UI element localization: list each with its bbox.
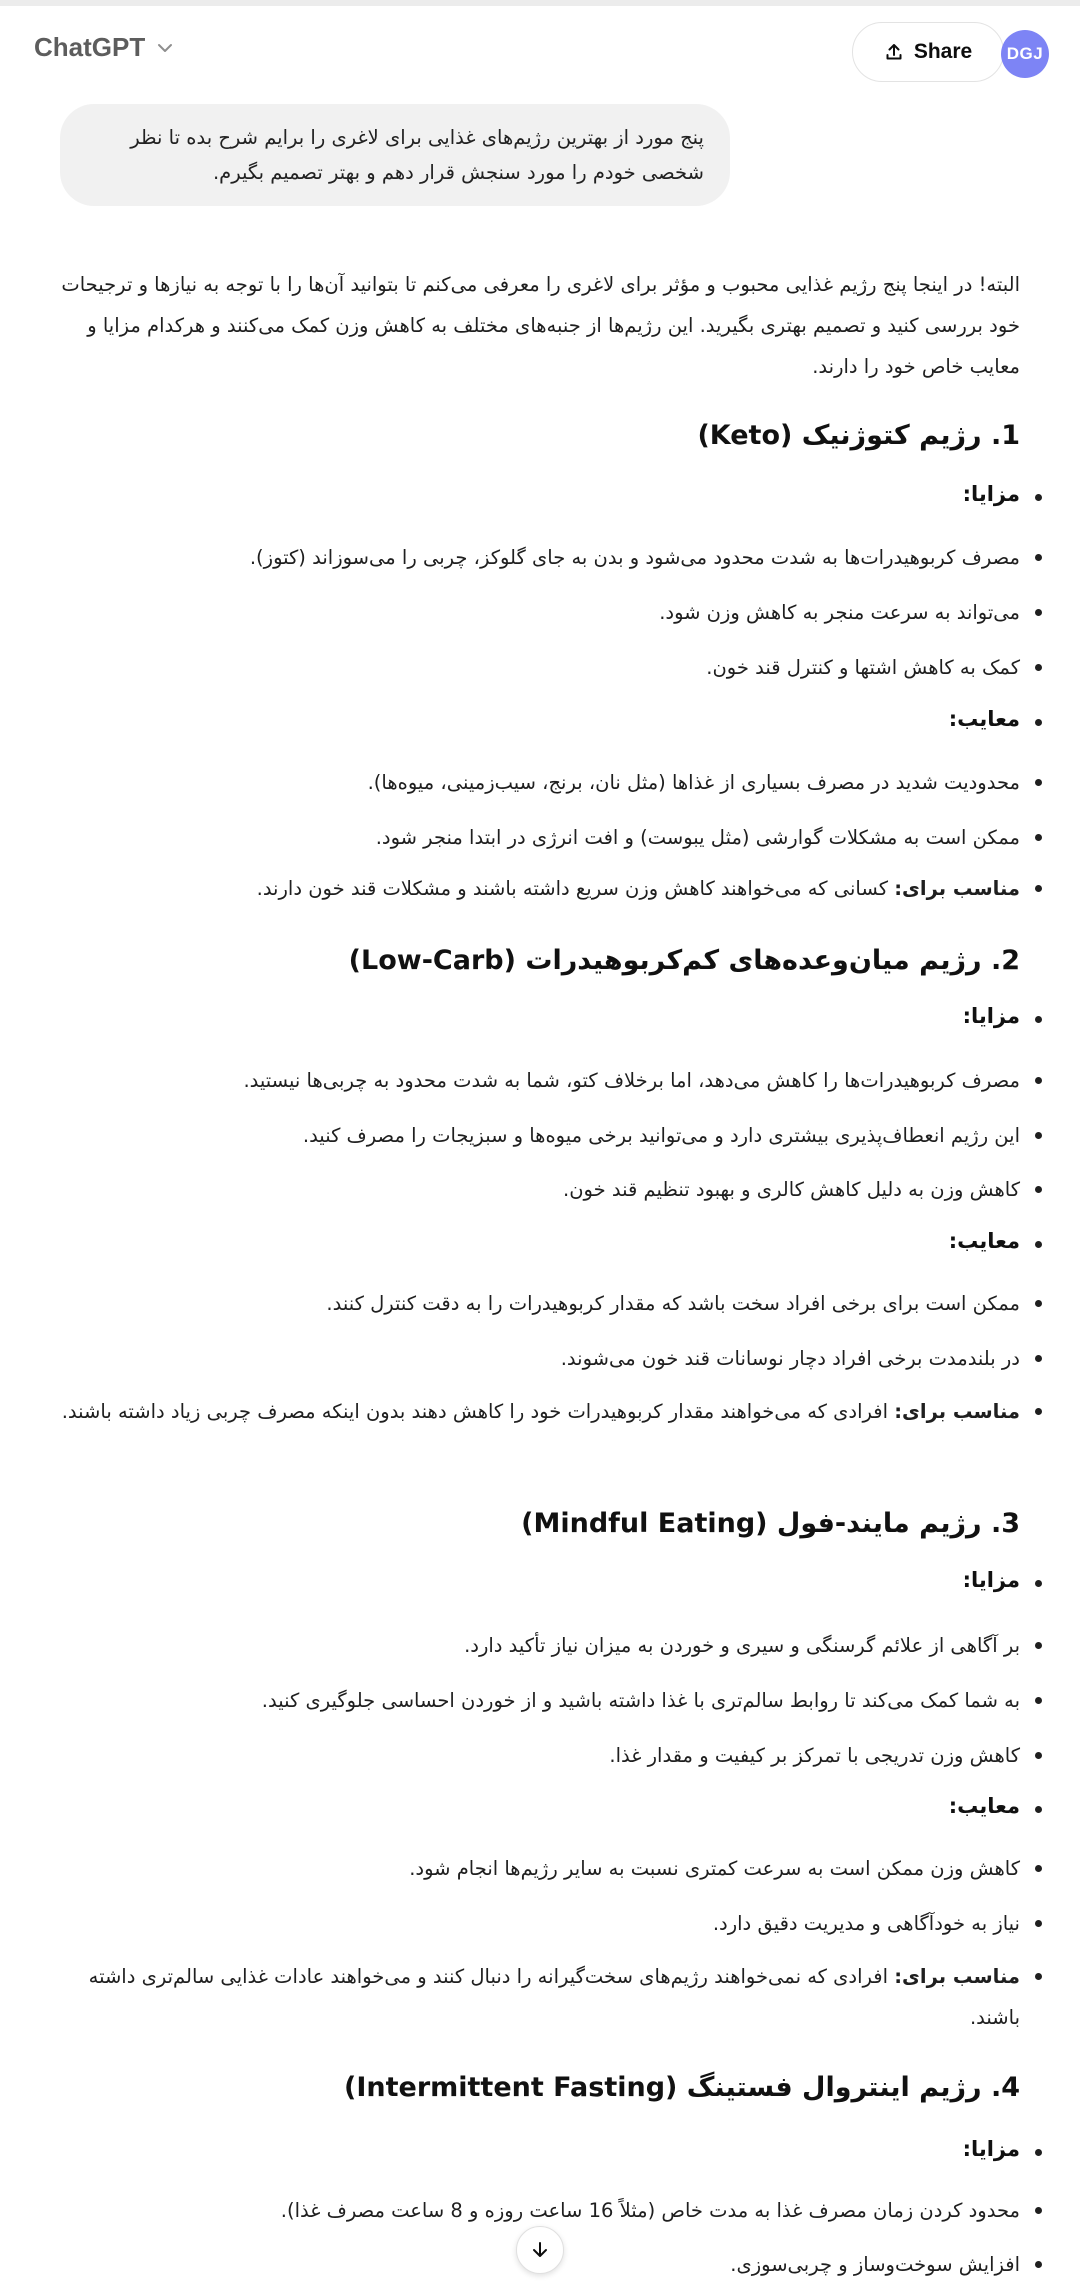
suitable-item <box>50 868 1020 909</box>
con-item: ممکن است به مشکلات گوارشی (مثل یبوست) و افت انرژی در ابتدا منجر شود. <box>50 817 1020 858</box>
cons-label: معایب: <box>948 1229 1020 1253</box>
avatar-initials: DGJ <box>1006 44 1044 63</box>
share-label: Share <box>913 40 973 63</box>
pro-item: مصرف کربوهیدرات‌ها را کاهش می‌دهد، اما برخلاف کتو، شما به شدت محدود به چربی‌ها نیستید. <box>50 1060 1020 1101</box>
section-heading: 4. رژیم اینتروال فستینگ (Intermittent Fasting) <box>343 2072 1020 2103</box>
suitable-label: مناسب برای: <box>894 877 1020 900</box>
suitable-item <box>50 1956 1020 2038</box>
pro-item: کمک به کاهش اشتها و کنترل قند خون. <box>50 647 1020 688</box>
user-message-line: شخصی خودم را مورد سنجش قرار دهم و بهتر تصمیم بگیرم. <box>212 161 704 184</box>
pro-item: می‌تواند به سرعت منجر به کاهش وزن شود. <box>50 592 1020 633</box>
app-header <box>0 6 1080 98</box>
suitable-text: کسانی که می‌خواهند کاهش وزن سریع داشته باشند و مشکلات قند خون دارند. <box>256 877 889 900</box>
pro-item: مصرف کربوهیدرات‌ها به شدت محدود می‌شود و بدن به جای گلوکز، چربی را می‌سوزاند (کتوز). <box>50 537 1020 578</box>
chevron-down-icon <box>155 38 175 58</box>
suitable-item <box>50 1391 1020 1432</box>
scroll-to-bottom-button[interactable] <box>516 2226 564 2274</box>
pro-item: محدود کردن زمان مصرف غذا به مدت خاص (مثلاً 16 ساعت روزه و 8 ساعت مصرف غذا). <box>50 2190 1020 2231</box>
pro-item: کاهش وزن به دلیل کاهش کالری و بهبود تنظیم قند خون. <box>50 1169 1020 1210</box>
arrow-down-icon <box>529 2239 551 2261</box>
pro-item: بر آگاهی از علائم گرسنگی و سیری و خوردن به میزان نیاز تأکید دارد. <box>50 1625 1020 1666</box>
section-heading: 3. رژیم مایند-فول (Mindful Eating) <box>521 1508 1020 1539</box>
user-message-bubble <box>60 104 730 206</box>
section-heading: 2. رژیم میان‌وعده‌های کم‌کربوهیدرات (Low-Carb) <box>348 945 1020 976</box>
suitable-text: افرادی که می‌خواهند مقدار کربوهیدرات خود را کاهش دهند بدون اینکه مصرف چربی زیاد داشته باشند. <box>61 1400 889 1423</box>
con-item: محدودیت شدید در مصرف بسیاری از غذاها (مثل نان، برنج، سیب‌زمینی، میوه‌ها). <box>50 762 1020 803</box>
pro-item: کاهش وزن تدریجی با تمرکز بر کیفیت و مقدار غذا. <box>50 1735 1020 1776</box>
con-item: در بلندمدت برخی افراد دچار نوسانات قند خون می‌شوند. <box>50 1338 1020 1379</box>
con-item: نیاز به خودآگاهی و مدیریت دقیق دارد. <box>50 1903 1020 1944</box>
suitable-label: مناسب برای: <box>894 1965 1020 1988</box>
user-message-line: پنج مورد از بهترین رژیم‌های غذایی برای لاغری را برایم شرح بده تا نظر <box>130 126 704 149</box>
pro-item: به شما کمک می‌کند تا روابط سالم‌تری با غذا داشته باشید و از خوردن احساسی جلوگیری کنید. <box>50 1680 1020 1721</box>
pros-label: مزایا: <box>962 1004 1020 1028</box>
pros-label: مزایا: <box>962 2137 1020 2161</box>
con-item: ممکن است برای برخی افراد سخت باشد که مقدار کربوهیدرات را به دقت کنترل کنند. <box>50 1283 1020 1324</box>
share-button[interactable] <box>852 22 1004 82</box>
suitable-label: مناسب برای: <box>894 1400 1020 1423</box>
pros-label: مزایا: <box>962 1568 1020 1592</box>
upload-icon <box>884 42 904 62</box>
pro-item: این رژیم انعطاف‌پذیری بیشتری دارد و می‌توانید برخی میوه‌ها و سبزیجات را مصرف کنید. <box>50 1115 1020 1156</box>
suitable-text: افرادی که نمی‌خواهند رژیم‌های سخت‌گیرانه را دنبال کنند و می‌خواهند عادات غذایی سالم‌تری داشته باشند. <box>88 1965 1020 2029</box>
section-heading: 1. رژیم کتوژنیک (Keto) <box>697 420 1020 451</box>
cons-label: معایب: <box>948 707 1020 731</box>
model-selector[interactable] <box>34 32 175 63</box>
model-name: ChatGPT <box>34 32 146 62</box>
con-item: کاهش وزن ممکن است به سرعت کمتری نسبت به سایر رژیم‌ها انجام شود. <box>50 1848 1020 1889</box>
pro-item: افزایش سوخت‌وساز و چربی‌سوزی. <box>50 2244 1020 2284</box>
answer-intro: البته! در اینجا پنج رژیم غذایی محبوب و مؤثر برای لاغری را معرفی می‌کنم تا بتوانید آن‌ها را با توجه به نیازها و ترجیحات خود بررسی کنید و تصمیم بهتری بگیرید. این رژیم‌ها از جنبه‌های مختلف به کاهش وزن کمک می‌کنند و هرکدام مزایا و معایب خاص خود را دارند. <box>61 273 1020 378</box>
avatar[interactable] <box>1001 30 1049 78</box>
cons-label: معایب: <box>948 1794 1020 1818</box>
pros-label: مزایا: <box>962 482 1020 506</box>
